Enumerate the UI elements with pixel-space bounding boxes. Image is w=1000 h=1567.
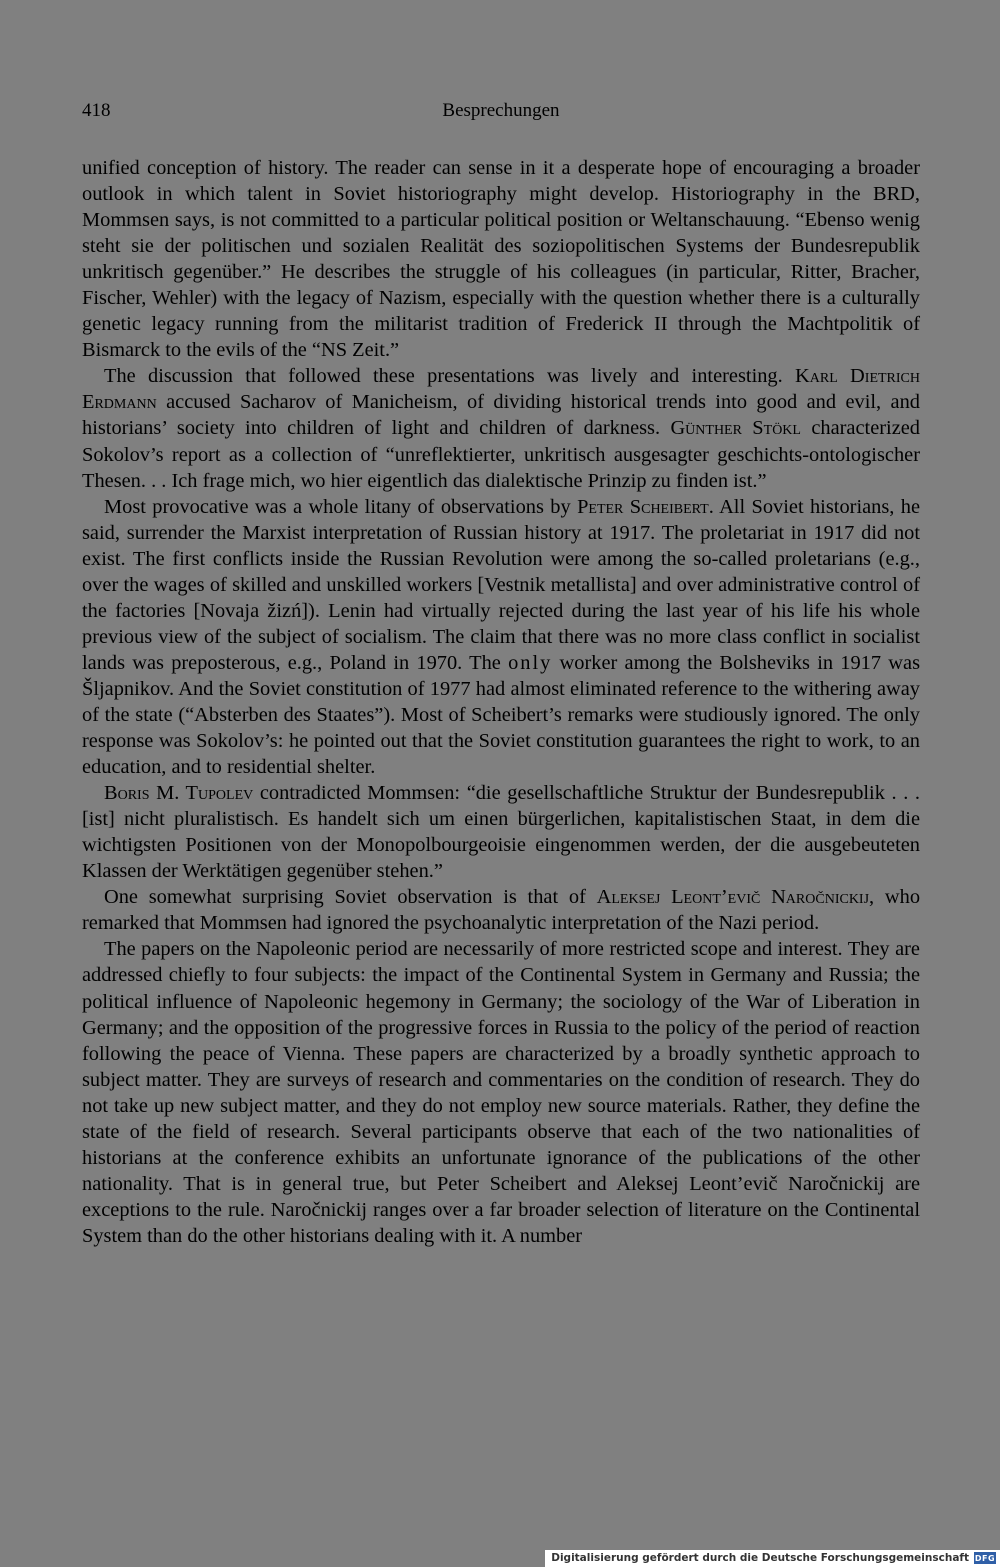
author-name-erdmann: Karl Dietrich Erdmann — [82, 365, 921, 414]
paragraph-2-text: accused Sacharov of Manicheism, of dividing historical trends into good and evil, and historians’ society into children of light and children of darkness. — [82, 391, 920, 440]
dfg-logo-icon: DFG — [974, 1553, 996, 1563]
author-name-stokl: Günther Stökl — [670, 417, 801, 440]
paragraph-3-text: Most provocative was a whole litany of observations by — [104, 495, 578, 518]
paragraph-3 — [82, 494, 920, 781]
page-header — [82, 100, 920, 128]
paragraph-5-text: , who remarked that Mommsen had ignored the psychoanalytic interpretation of the Nazi period. — [82, 886, 921, 935]
paragraph-3-text: worker among the Bolsheviks in 1917 was Šljapnikov. And the Soviet constitution of 1977 had almost eliminated reference to the withering away of the state (“Absterben des Staates”). Most of Scheibert’s remarks were studiously ignored. The only response was Sokolov’s: he pointed out that the Soviet constitution guarantees the right to work, to an education, and to residential shelter. — [82, 651, 921, 779]
paragraph-4-text: contradicted Mommsen: “die gesellschaftliche Struktur der Bundesrepublik . . . [ist] nicht pluralistisch. Es handelt sich um einen bürgerlichen, kapitalistischen Staat, in dem die wichtigsten Positionen von der Monopolbourgeoisie eingenommen werden, der die ausgebeuteten Klassen der Werktätigen gegenüber stehen.” — [82, 782, 920, 883]
paragraph-2-text: The discussion that followed these presentations was lively and interesting. — [104, 365, 796, 388]
paragraph-2 — [82, 363, 920, 493]
paragraph-2-text: characterized Sokolov’s report as a collection of “unreflektierter, unkritisch ausgesagter geschichts-ontologischer Thesen. . . Ich frage mich, wo hier eigentlich das dialektische Prinzip zu finden ist.” — [82, 417, 920, 492]
body-text — [82, 155, 920, 1249]
author-name-scheibert: Peter Scheibert — [577, 495, 709, 518]
author-name-narocnickij: Aleksej Leont’evič Naročnickij — [596, 886, 870, 909]
paragraph-4 — [82, 780, 920, 884]
paragraph-1: unified conception of history. The reader can sense in it a desperate hope of encouraging a broader outlook in which talent in Soviet historiography might develop. Historiography in the BRD, Mommsen says, is not committed to a particular political position or Weltanschauung. “Ebenso wenig steht sie der politischen und sozialen Realität des soziopolitischen Systems der Bundesrepublik unkritisch gegenüber.” He describes the struggle of his colleagues (in particular, Ritter, Bracher, Fischer, Wehler) with the legacy of Nazism, especially with the question whether there is a culturally genetic legacy running from the militarist tradition of Frederick II through the Machtpolitik of Bismarck to the evils of the “NS Zeit.” — [82, 157, 920, 362]
page-number: 418 — [82, 100, 111, 121]
emphasis-only: only — [508, 651, 553, 674]
paragraph-5-text: One somewhat surprising Soviet observation is that of — [104, 886, 597, 909]
footer-credit: Digitalisierung gefördert durch die Deutsche Forschungsgemeinschaft — [551, 1552, 969, 1564]
author-name-tupolev: Boris M. Tupolev — [104, 782, 254, 805]
paragraph-6: The papers on the Napoleonic period are necessarily of more restricted scope and interest. They are addressed chiefly to four subjects: the impact of the Continental System in Germany and Russia; the political influence of Napoleonic hegemony in Germany; the sociology of the War of Liberation in Germany; and the opposition of the progressive forces in Russia to the policy of the period of reaction following the peace of Vienna. These papers are characterized by a broadly synthetic approach to subject matter. They are surveys of research and commentaries on the condition of research. They do not take up new subject matter, and they do not employ new source materials. Rather, they define the state of the field of research. Several participants observe that each of the two nationalities of historians at the conference exhibits an unfortunate ignorance of the publications of the other nationality. That is in general true, but Peter Scheibert and Aleksej Leont’evič Naročnickij are exceptions to the rule. Naročnickij ranges over a far broader selection of literature on the Continental System than do the other historians dealing with it. A number — [82, 938, 920, 1247]
running-head: Besprechungen — [442, 100, 560, 121]
paragraph-3-text: . All Soviet historians, he said, surrender the Marxist interpretation of Russian history at 1917. The proletariat in 1917 did not exist. The first conflicts inside the Russian Revolution were among the so-called proletarians (e.g., over the wages of skilled and unskilled workers [Vestnik metallista] and over administrative control of the factories [Novaja žizń]). Lenin had virtually rejected during the last year of his life his whole previous view of the subject of socialism. The claim that there was no more class conflict in socialist lands was preposterous, e.g., Poland in 1970. The — [82, 495, 921, 674]
paragraph-5 — [82, 884, 920, 936]
digitization-footer — [545, 1550, 1000, 1567]
